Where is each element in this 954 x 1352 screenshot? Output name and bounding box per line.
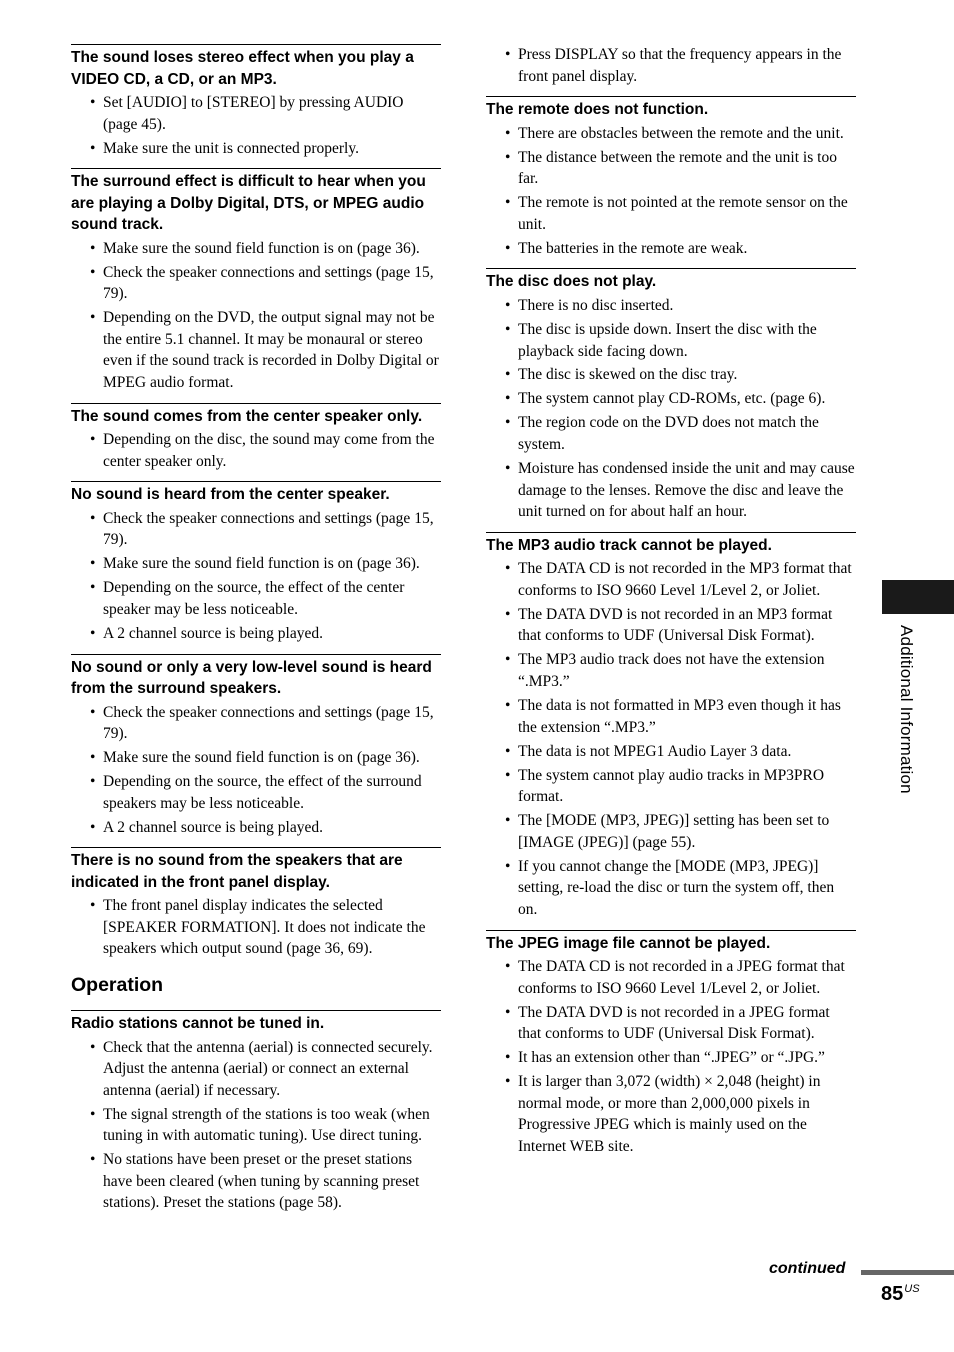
operation-sections	[71, 1010, 441, 1214]
page-number	[881, 1283, 920, 1306]
continued-bar	[861, 1270, 954, 1275]
troubleshooting-section	[71, 44, 441, 159]
list-item: • The disc is skewed on the disc tray.	[486, 364, 856, 386]
bullet-list	[71, 702, 441, 839]
section-heading: There is no sound from the speakers that are indicated in the front panel display.	[71, 852, 403, 891]
section-heading: The disc does not play.	[486, 273, 657, 291]
intro-list	[486, 44, 856, 87]
list-item: • The remote is not pointed at the remote sensor on the unit.	[486, 192, 856, 235]
troubleshooting-section	[486, 532, 856, 921]
list-item: • Moisture has condensed inside the unit and may cause damage to the lenses. Remove the disc and leave the unit turned on for about half an hour.	[486, 458, 856, 523]
list-item: • Depending on the DVD, the output signal may not be the entire 5.1 channel. It may be monaural or stereo even if the sound track is recorded in Dolby Digital or MPEG audio format.	[71, 307, 441, 393]
section-heading: The sound loses stereo effect when you play a VIDEO CD, a CD, or an MP3.	[71, 49, 414, 88]
intro-section	[486, 44, 856, 87]
list-item: • Check the speaker connections and settings (page 15, 79).	[71, 702, 441, 745]
right-sections	[486, 96, 856, 1157]
bullet-list	[71, 238, 441, 394]
left-sections	[71, 44, 441, 960]
bullet-list	[486, 558, 856, 920]
list-item: • Make sure the sound field function is on (page 36).	[71, 747, 441, 769]
bullet-list	[71, 429, 441, 472]
troubleshooting-section	[486, 930, 856, 1158]
list-item: • The system cannot play audio tracks in MP3PRO format.	[486, 765, 856, 808]
list-item: • The distance between the remote and the unit is too far.	[486, 147, 856, 190]
list-item: • The batteries in the remote are weak.	[486, 238, 856, 260]
list-item: • Press DISPLAY so that the frequency appears in the front panel display.	[486, 44, 856, 87]
list-item: • The DATA DVD is not recorded in a JPEG format that conforms to UDF (Universal Disk Format).	[486, 1002, 856, 1045]
list-item: • The front panel display indicates the selected [SPEAKER FORMATION]. It does not indicate the speakers which output sound (page 36, 69).	[71, 895, 441, 960]
page-number-value: 85	[881, 1283, 904, 1305]
section-heading: No sound or only a very low-level sound is heard from the surround speakers.	[71, 658, 432, 698]
continued-label: continued	[769, 1260, 846, 1277]
list-item: • Check the speaker connections and settings (page 15, 79).	[71, 508, 441, 551]
section-heading: No sound is heard from the center speaker.	[71, 486, 390, 504]
list-item: • The data is not MPEG1 Audio Layer 3 data.	[486, 741, 856, 763]
list-item: • The data is not formatted in MP3 even though it has the extension “.MP3.”	[486, 695, 856, 738]
list-item: • Depending on the source, the effect of the surround speakers may be less noticeable.	[71, 771, 441, 814]
list-item: • It is larger than 3,072 (width) × 2,048 (height) in normal mode, or more than 2,000,000 pixels in Progressive JPEG which is mainly used on the Internet WEB site.	[486, 1071, 856, 1157]
troubleshooting-section	[71, 403, 441, 473]
list-item: • It has an extension other than “.JPEG” or “.JPG.”	[486, 1047, 856, 1069]
list-item: • No stations have been preset or the preset stations have been cleared (when tuning by scanning preset stations). Preset the stations (page 58).	[71, 1149, 441, 1214]
list-item: • The MP3 audio track does not have the extension “.MP3.”	[486, 649, 856, 692]
bullet-list	[486, 295, 856, 523]
list-item: • Check the speaker connections and settings (page 15, 79).	[71, 262, 441, 305]
troubleshooting-section	[71, 847, 441, 960]
left-column	[71, 44, 441, 1223]
list-item: • There are obstacles between the remote and the unit.	[486, 123, 856, 145]
list-item: • The system cannot play CD-ROMs, etc. (page 6).	[486, 388, 856, 410]
list-item: • Check that the antenna (aerial) is connected securely. Adjust the antenna (aerial) or connect an external antenna (aerial) if necessary.	[71, 1037, 441, 1102]
section-heading: The sound comes from the center speaker only.	[71, 407, 423, 425]
section-heading: Radio stations cannot be tuned in.	[71, 1015, 325, 1033]
troubleshooting-section	[71, 654, 441, 839]
side-section-label: Additional Information	[897, 625, 916, 794]
troubleshooting-section	[71, 1010, 441, 1214]
list-item: • Depending on the source, the effect of the center speaker may be less noticeable.	[71, 577, 441, 620]
troubleshooting-section	[71, 481, 441, 644]
list-item: • Depending on the disc, the sound may come from the center speaker only.	[71, 429, 441, 472]
list-item: • A 2 channel source is being played.	[71, 623, 441, 645]
section-heading: The remote does not function.	[486, 101, 709, 119]
list-item: • Make sure the sound field function is on (page 36).	[71, 553, 441, 575]
list-item: • The DATA DVD is not recorded in an MP3 format that conforms to UDF (Universal Disk Format).	[486, 604, 856, 647]
bullet-list	[486, 123, 856, 260]
list-item: • The signal strength of the stations is too weak (when tuning in with automatic tuning). Use direct tuning.	[71, 1104, 441, 1147]
section-tab-marker	[882, 580, 954, 614]
troubleshooting-section	[71, 168, 441, 393]
list-item: • The [MODE (MP3, JPEG)] setting has been set to [IMAGE (JPEG)] (page 55).	[486, 810, 856, 853]
list-item: • There is no disc inserted.	[486, 295, 856, 317]
troubleshooting-section	[486, 96, 856, 259]
right-column	[486, 44, 856, 1167]
list-item: • Make sure the sound field function is on (page 36).	[71, 238, 441, 260]
operation-heading: Operation	[71, 974, 164, 997]
page-number-suffix: US	[904, 1283, 920, 1296]
list-item: • If you cannot change the [MODE (MP3, JPEG)] setting, re-load the disc or turn the system off, then on.	[486, 856, 856, 921]
bullet-list	[71, 1037, 441, 1215]
section-heading: The MP3 audio track cannot be played.	[486, 536, 772, 554]
bullet-list	[71, 508, 441, 645]
section-heading: The JPEG image file cannot be played.	[486, 934, 771, 952]
bullet-list	[486, 956, 856, 1158]
bullet-list	[71, 92, 441, 159]
list-item: • The disc is upside down. Insert the disc with the playback side facing down.	[486, 319, 856, 362]
list-item: • Make sure the unit is connected properly.	[71, 138, 441, 160]
bullet-list	[71, 895, 441, 960]
list-item: • The region code on the DVD does not match the system.	[486, 412, 856, 455]
list-item: • The DATA CD is not recorded in a JPEG format that conforms to ISO 9660 Level 1/Level 2, or Joliet.	[486, 956, 856, 999]
section-heading: The surround effect is difficult to hear when you are playing a Dolby Digital, DTS, or MPEG audio sound track.	[71, 173, 426, 234]
list-item: • A 2 channel source is being played.	[71, 817, 441, 839]
list-item: • The DATA CD is not recorded in the MP3 format that conforms to ISO 9660 Level 1/Level 2, or Joliet.	[486, 558, 856, 601]
list-item: • Set [AUDIO] to [STEREO] by pressing AUDIO (page 45).	[71, 92, 441, 135]
troubleshooting-section	[486, 268, 856, 522]
